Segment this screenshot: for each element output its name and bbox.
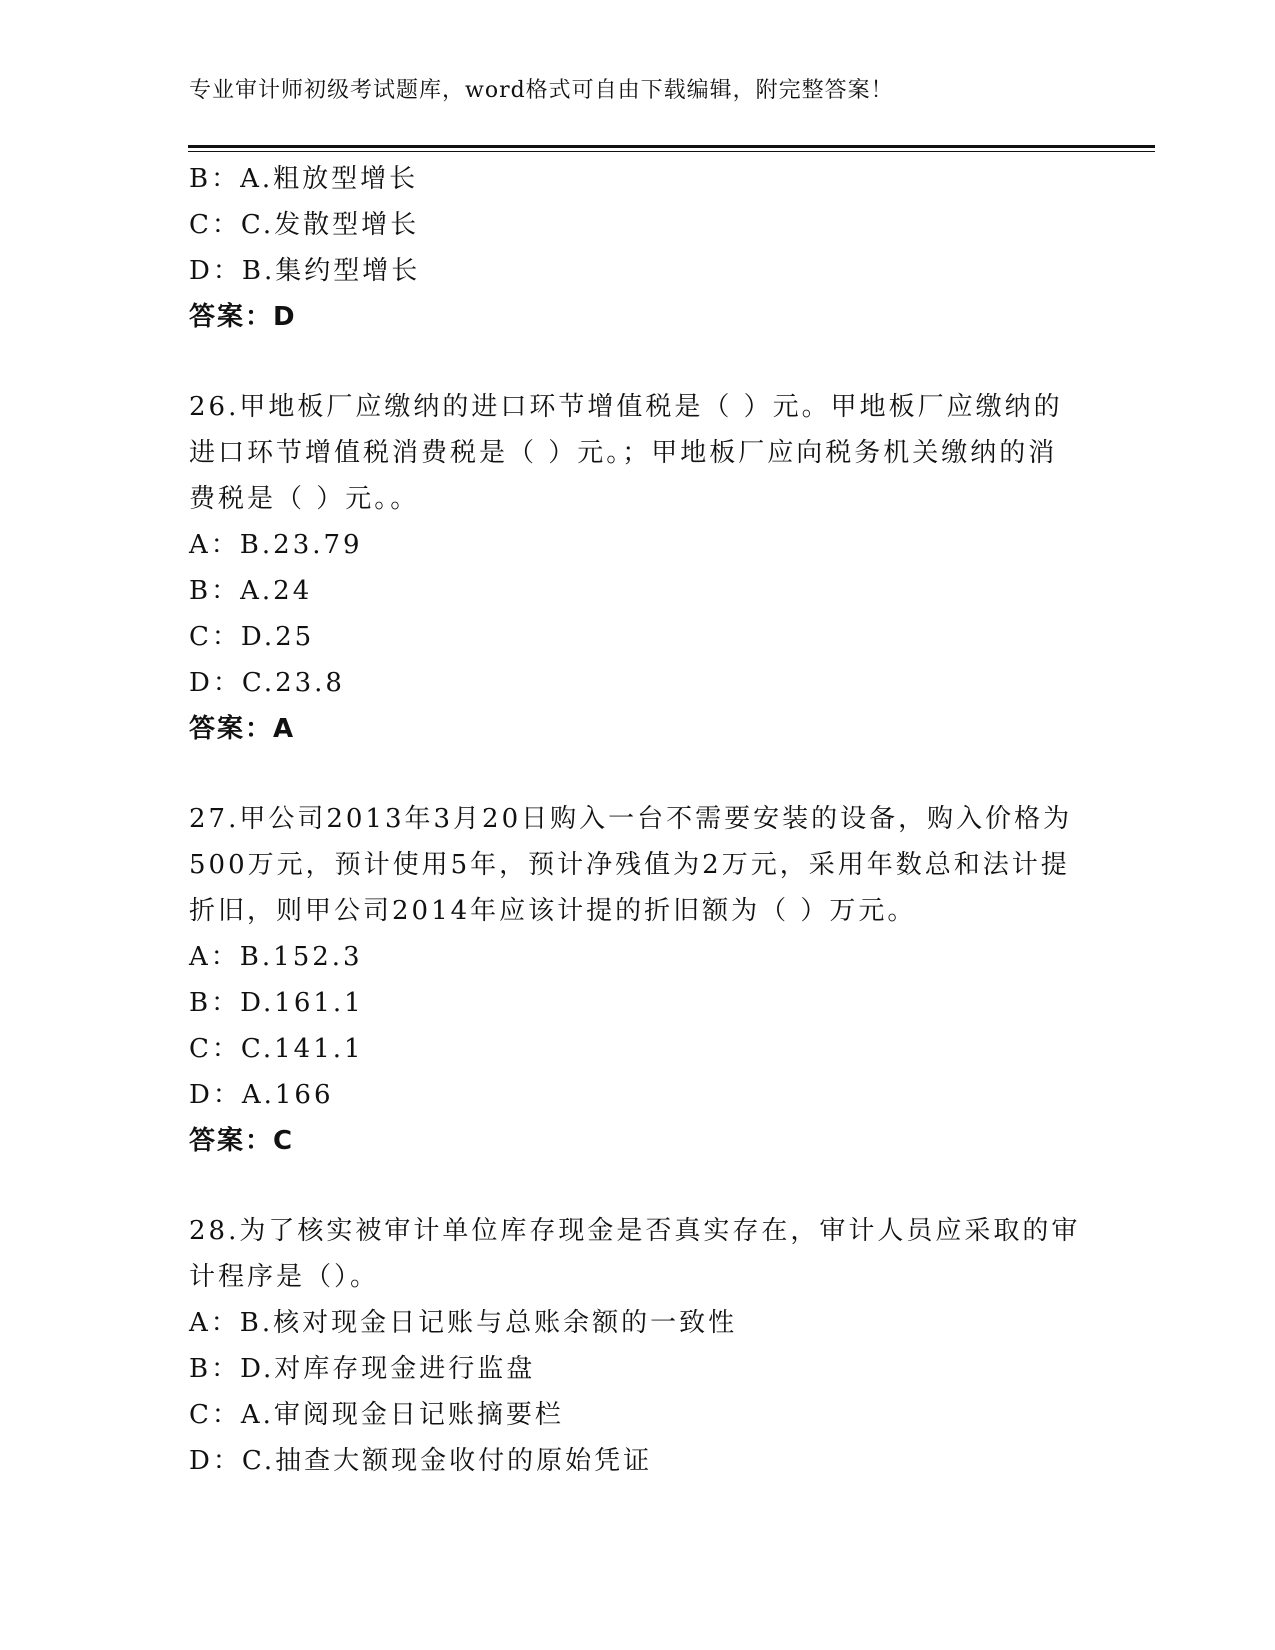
option-line: D：C.抽查大额现金收付的原始凭证 [189,1446,653,1476]
question-content [189,156,1089,1484]
option-line: A：B.核对现金日记账与总账余额的一致性 [189,1308,738,1338]
question-stem-line: 28.为了核实被审计单位库存现金是否真实存在，审计人员应采取的审 [189,1216,1081,1246]
option-line: C：C.发散型增长 [189,210,420,240]
option-line: A：B.23.79 [189,530,363,560]
option-line: C：D.25 [189,622,315,652]
option-line: B：D.对库存现金进行监盘 [189,1354,536,1384]
question-stem-line: 500万元，预计使用5年，预计净残值为2万元，采用年数总和法计提 [189,850,1070,880]
option-line: C：A.审阅现金日记账摘要栏 [189,1400,564,1430]
question-stem-line: 进口环节增值税消费税是（ ）元。；甲地板厂应向税务机关缴纳的消 [189,438,1058,468]
option-line: A：B.152.3 [189,942,363,972]
question-26 [189,384,1089,752]
header-rule-thick [188,145,1155,148]
header-rule-thin [188,151,1155,152]
question-28 [189,1208,1089,1484]
answer-line: 答案：C [189,1126,295,1156]
option-line: B：A.24 [189,576,313,606]
question-stem-line: 计程序是（）。 [189,1262,380,1292]
option-line: B：A.粗放型增长 [189,164,419,194]
previous-question-tail [189,156,1089,340]
question-stem-line: 折旧，则甲公司2014年应该计提的折旧额为（ ）万元。 [189,896,917,926]
option-line: D：B.集约型增长 [189,256,421,286]
answer-line: 答案：D [189,302,297,332]
option-line: D：C.23.8 [189,668,345,698]
option-line: C：C.141.1 [189,1034,364,1064]
question-27 [189,796,1089,1164]
question-stem-line: 26.甲地板厂应缴纳的进口环节增值税是（ ）元。甲地板厂应缴纳的 [189,392,1063,422]
option-line: D：A.166 [189,1080,334,1110]
question-stem-line: 费税是（ ）元。。 [189,484,420,514]
question-stem-line: 27.甲公司2013年3月20日购入一台不需要安装的设备，购入价格为 [189,804,1073,834]
page-header: 专业审计师初级考试题库，word格式可自由下载编辑，附完整答案！ [189,78,894,103]
answer-line: 答案：A [189,714,296,744]
option-line: B：D.161.1 [189,988,364,1018]
